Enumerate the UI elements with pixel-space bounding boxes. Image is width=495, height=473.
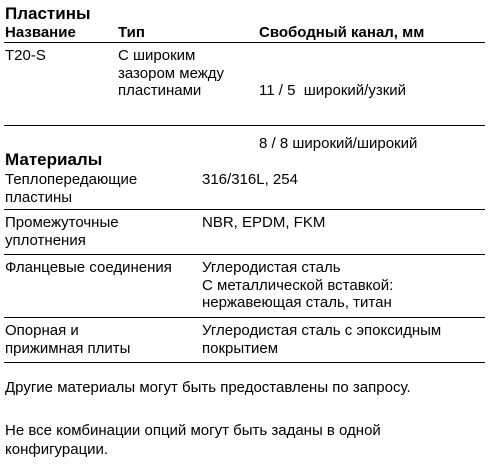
material-value: [202, 171, 298, 189]
materials-bottom-divider: [4, 362, 485, 363]
plates-section-title: Пластины: [5, 4, 91, 23]
material-value: [202, 214, 325, 232]
material-label-line: пластины: [5, 188, 73, 206]
materials-section-title: Материалы: [5, 150, 103, 169]
material-value-line: Углеродистая сталь с эпоксидным: [202, 322, 442, 339]
column-header-type: Тип: [118, 24, 145, 41]
note-combinations-line: конфигурации.: [5, 441, 109, 458]
plates-header-divider: [4, 42, 485, 43]
plate-name-value: T20-S: [5, 47, 46, 64]
column-header-name: Название: [5, 24, 76, 41]
material-value: [202, 322, 441, 357]
material-label: [5, 214, 119, 249]
material-label: [5, 259, 172, 277]
material-value-line: С металлической вставкой:: [202, 276, 394, 294]
plate-type-value: [118, 47, 224, 100]
material-label-line: Фланцевые соединения: [5, 259, 172, 276]
material-value-line: Углеродистая сталь: [202, 259, 341, 276]
materials-row-divider: [4, 317, 485, 318]
plate-type-line: С широким: [118, 47, 196, 64]
material-label: [5, 171, 137, 206]
column-header-channel: Свободный канал, мм: [259, 24, 425, 41]
material-value-line: 316/316L, 254: [202, 171, 298, 188]
note-combinations-line: Не все комбинации опций могут быть заданы в одной: [5, 422, 381, 439]
material-value: [202, 259, 393, 312]
note-other-materials: Другие материалы могут быть предоставлены по запросу.: [5, 379, 411, 396]
material-label-line: Промежуточные: [5, 214, 119, 231]
plate-type-line: пластинами: [118, 82, 202, 99]
plate-channel-value: [259, 47, 417, 187]
plates-bottom-divider: [4, 125, 485, 126]
material-value-line: покрытием: [202, 339, 279, 357]
plate-type-line: зазором между: [118, 64, 225, 82]
note-combinations: [5, 421, 381, 459]
materials-row-divider: [4, 209, 485, 210]
material-label-line: прижимная плиты: [5, 339, 131, 357]
material-label-line: Теплопередающие: [5, 171, 138, 188]
material-label-line: уплотнения: [5, 231, 86, 249]
material-label-line: Опорная и: [5, 322, 79, 339]
material-value-line: NBR, EPDM, FKM: [202, 214, 326, 231]
plate-channel-line: 11 / 5 широкий/узкий: [259, 82, 407, 99]
plate-channel-line: 8 / 8 широкий/широкий: [259, 134, 418, 152]
materials-row-divider: [4, 254, 485, 255]
material-label: [5, 322, 130, 357]
material-value-line: нержавеющая сталь, титан: [202, 294, 392, 311]
